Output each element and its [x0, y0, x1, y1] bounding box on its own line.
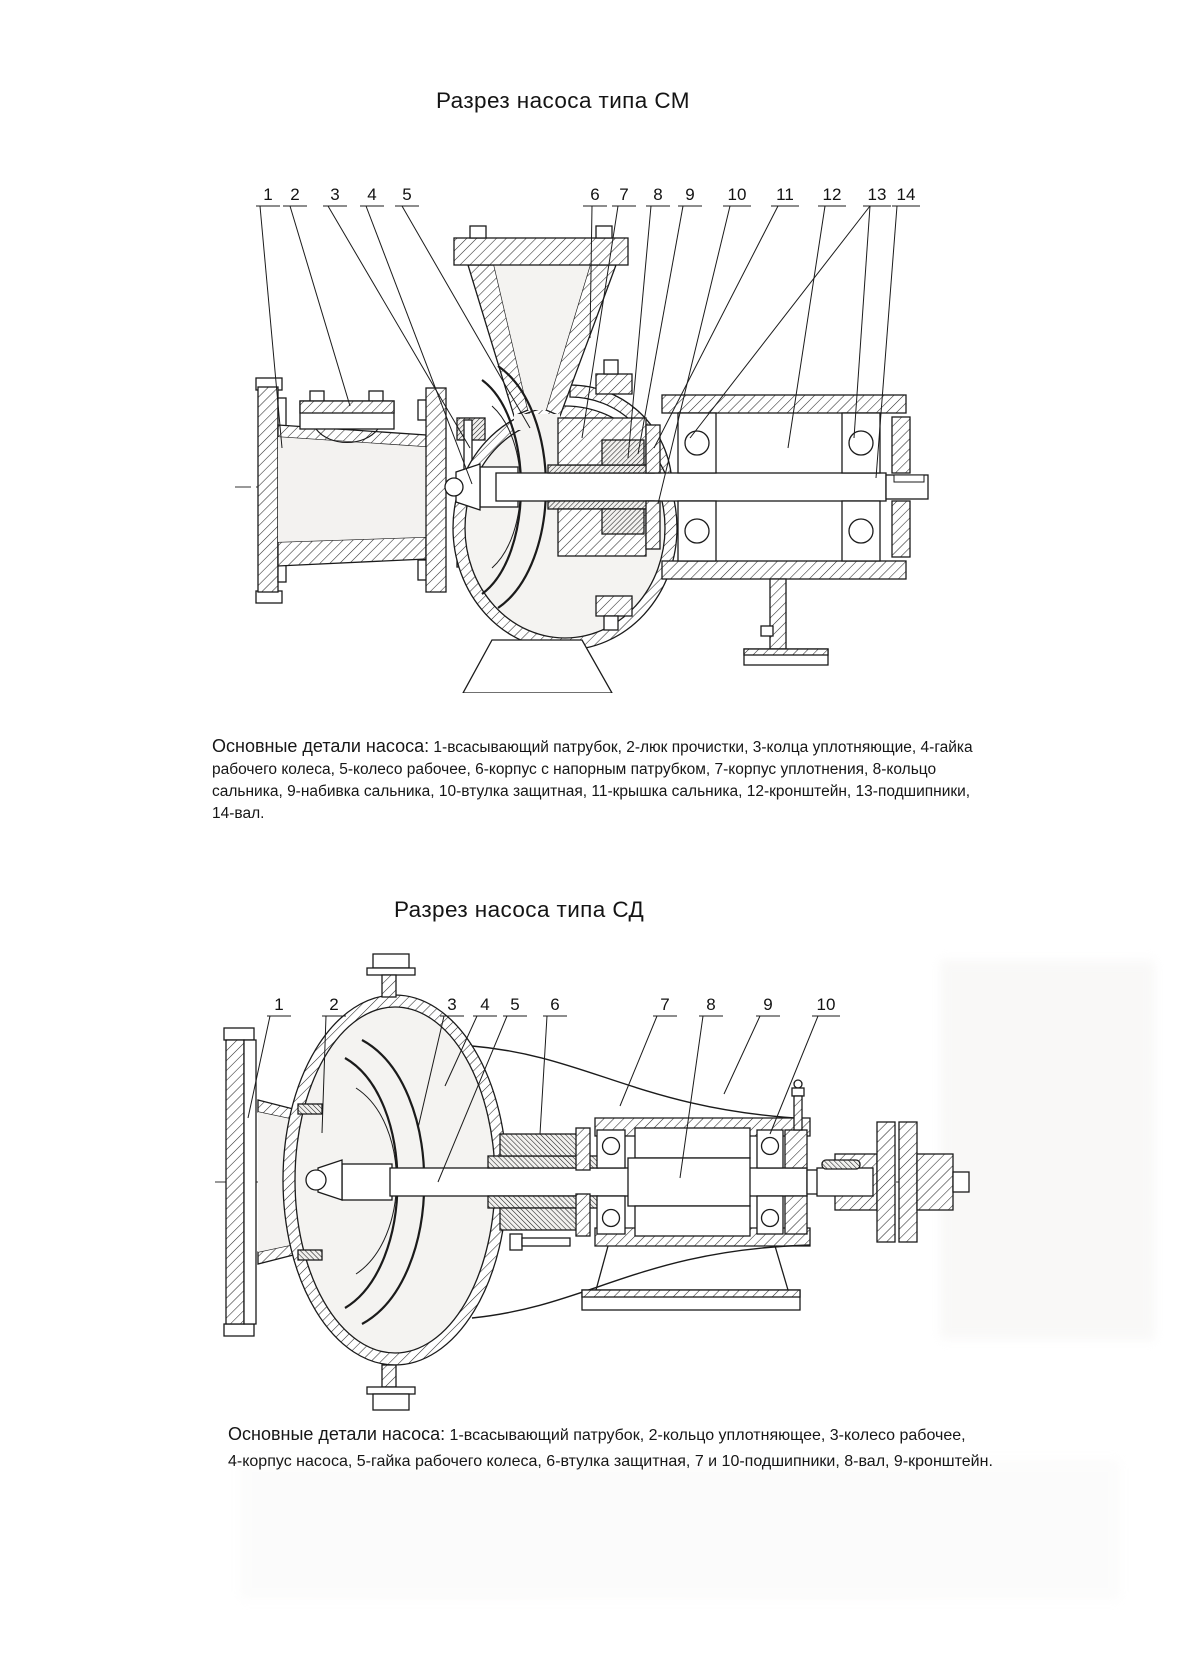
svg-text:6: 6 [590, 185, 600, 204]
caption-lead: Основные детали насоса: [228, 1424, 446, 1444]
caption-text: 1-всасывающий патрубок, 2-люк прочистки, 3-колца уплотняющие, 4-гайка [429, 739, 973, 756]
svg-text:11: 11 [776, 185, 794, 204]
svg-text:9: 9 [763, 995, 773, 1014]
caption-text: 1-всасывающий патрубок, 2-кольцо уплотняющее, 3-колесо рабочее, [445, 1427, 966, 1444]
shaft-collar [628, 1128, 750, 1236]
callout-10 [770, 995, 840, 1134]
svg-text:10: 10 [727, 185, 747, 204]
svg-text:3: 3 [330, 185, 340, 204]
scan-noise [240, 1460, 1120, 1600]
svg-text:13: 13 [867, 185, 887, 204]
svg-text:1: 1 [274, 995, 284, 1014]
figure-sd-drawing [210, 938, 970, 1418]
caption-line: 14-вал. [212, 805, 265, 822]
suction-pipe [278, 425, 426, 566]
caption-line: рабочего колеса, 5-колесо рабочее, 6-корпус с напорным патрубком, 7-корпус уплотнения, 8-кольцо [212, 761, 937, 778]
caption-line [228, 1421, 993, 1449]
casing-pedestal [463, 640, 612, 693]
shaft [496, 473, 928, 501]
impeller-nut [445, 464, 480, 510]
scan-noise [940, 960, 1155, 1340]
svg-text:7: 7 [619, 185, 629, 204]
svg-text:3: 3 [447, 995, 457, 1014]
coupling [807, 1122, 969, 1242]
svg-text:5: 5 [402, 185, 412, 204]
svg-text:5: 5 [510, 995, 520, 1014]
figure-sd-caption [228, 1421, 993, 1475]
svg-text:14: 14 [896, 185, 916, 204]
svg-text:1: 1 [263, 185, 273, 204]
figure-sm-caption [212, 735, 973, 825]
bracket-foot [744, 579, 828, 665]
caption-line: сальника, 9-набивка сальника, 10-втулка защитная, 11-крышка сальника, 12-кронштейн, 13-подшипники, [212, 783, 971, 800]
svg-text:4: 4 [367, 185, 377, 204]
bracket-foot [582, 1246, 800, 1310]
grease-stud [792, 1080, 804, 1130]
suction-flange [224, 1028, 256, 1336]
svg-text:10: 10 [816, 995, 836, 1014]
svg-text:6: 6 [550, 995, 560, 1014]
caption-line: 4-корпус насоса, 5-гайка рабочего колеса, 6-втулка защитная, 7 и 10-подшипники, 8-вал, 9-кронштейн. [228, 1453, 993, 1470]
figure-sm-drawing [230, 148, 930, 693]
callout-2 [283, 185, 350, 406]
svg-text:7: 7 [660, 995, 670, 1014]
callout-7 [620, 995, 677, 1106]
svg-text:8: 8 [706, 995, 716, 1014]
svg-text:2: 2 [329, 995, 339, 1014]
svg-text:12: 12 [822, 185, 842, 204]
caption-lead: Основные детали насоса: [212, 736, 430, 756]
svg-text:4: 4 [480, 995, 490, 1014]
figure-sm-title: Разрез насоса типа СМ [436, 88, 690, 113]
callout-9 [724, 995, 780, 1094]
figure-sd-title: Разрез насоса типа СД [394, 897, 645, 922]
svg-text:2: 2 [290, 185, 300, 204]
caption-line [212, 735, 973, 759]
svg-text:9: 9 [685, 185, 695, 204]
svg-text:8: 8 [653, 185, 663, 204]
